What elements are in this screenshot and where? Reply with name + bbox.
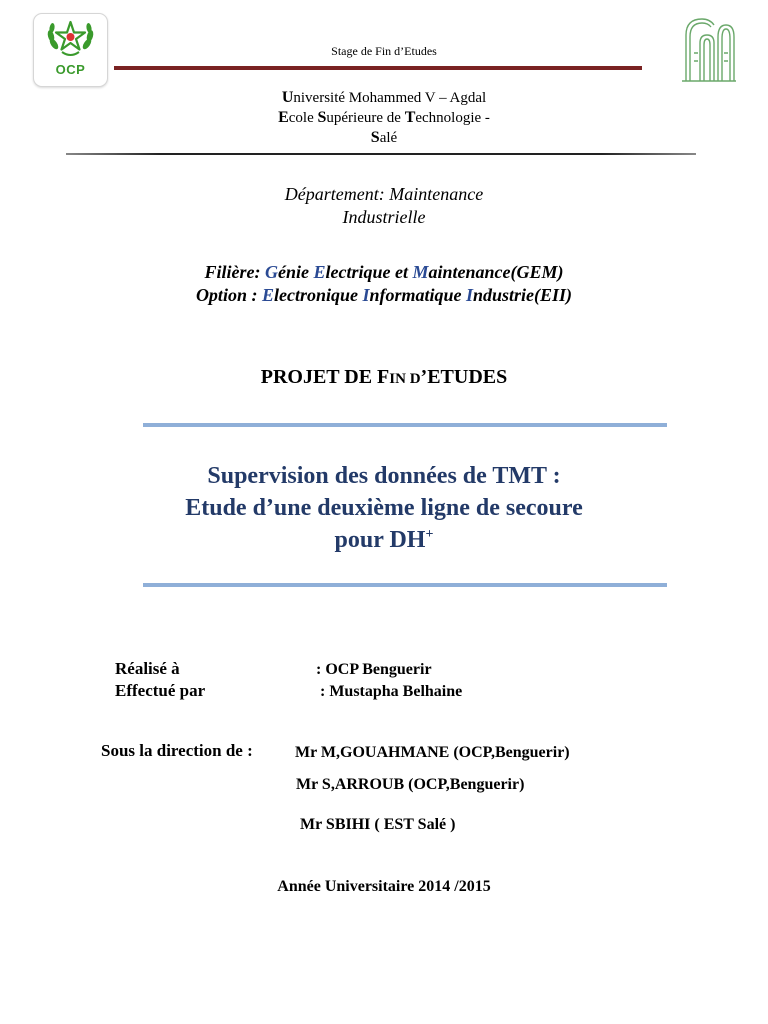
title-superscript: + [425,527,434,542]
option-text-1: lectronique [273,285,363,305]
supervisor-3: Mr SBIHI ( EST Salé ) [300,816,456,833]
section-divider [66,153,696,155]
title-rule-bottom [143,583,667,587]
title-line-3-text: pour DH [334,527,426,553]
project-heading-apostrophe: ’ [420,366,428,388]
option-prefix: Option : [195,285,262,305]
realise-label: Réalisé à [115,659,180,678]
option-initial-i2: I [466,285,474,305]
city-line [0,128,768,148]
filiere-text-3: aintenance(GEM) [428,262,564,282]
option-text-3: ndustrie(EII) [473,285,573,305]
direction-label: Sous la direction de : [101,741,253,760]
filiere-initial-e: E [313,262,326,282]
filiere-initial-g: G [264,262,278,282]
filiere-initial-m: M [412,262,429,282]
academic-year: Année Universitaire 2014 /2015 [277,878,491,895]
filiere-text-1: énie [277,262,314,282]
option-initial-i1: I [362,285,370,305]
title-line-2: Etude d’une deuxième ligne de secoure [185,495,583,521]
project-heading-part-3: ETUDES [427,366,508,388]
header-rule [114,66,642,70]
school-initial-s: S [317,109,327,126]
realise-value: : OCP Benguerir [316,661,432,678]
school-line [0,108,768,128]
filiere-text-2: lectrique et [325,262,413,282]
department-line-2: Industrielle [342,207,426,227]
city-initial: S [370,129,380,146]
university-name: niversité Mohammed V – Agdal [293,90,487,106]
option-text-2: nformatique [369,285,466,305]
supervisor-1: Mr M,GOUAHMANE (OCP,Benguerir) [295,744,570,761]
school-initial-e: E [278,109,289,126]
school-initial-t: T [404,109,416,126]
filiere-line [0,261,768,284]
project-heading-part-1: PROJET DE F [260,366,390,388]
option-line [0,284,768,307]
title-line-1: Supervision des données de TMT : [207,463,561,489]
school-text-1: cole [288,110,318,126]
title-rule-top [143,423,667,427]
filiere-prefix: Filière: [204,262,265,282]
effectue-label: Effectué par [115,681,206,700]
city-name: alé [379,130,398,146]
project-heading [0,366,768,389]
supervisor-2: Mr S,ARROUB (OCP,Benguerir) [296,776,525,793]
title-line-3 [0,524,768,557]
school-text-2: upérieure de [326,110,405,126]
option-initial-e: E [261,285,274,305]
school-text-3: echnologie - [415,110,490,126]
project-heading-part-2: IN D [389,371,421,387]
ocp-logo-text: OCP [55,62,86,77]
department-line-1: Département: Maintenance [284,184,484,204]
stage-label: Stage de Fin d’Etudes [331,44,437,58]
effectue-value: : Mustapha Belhaine [320,683,463,700]
university-initial: U [281,89,294,106]
university-line [0,88,768,108]
